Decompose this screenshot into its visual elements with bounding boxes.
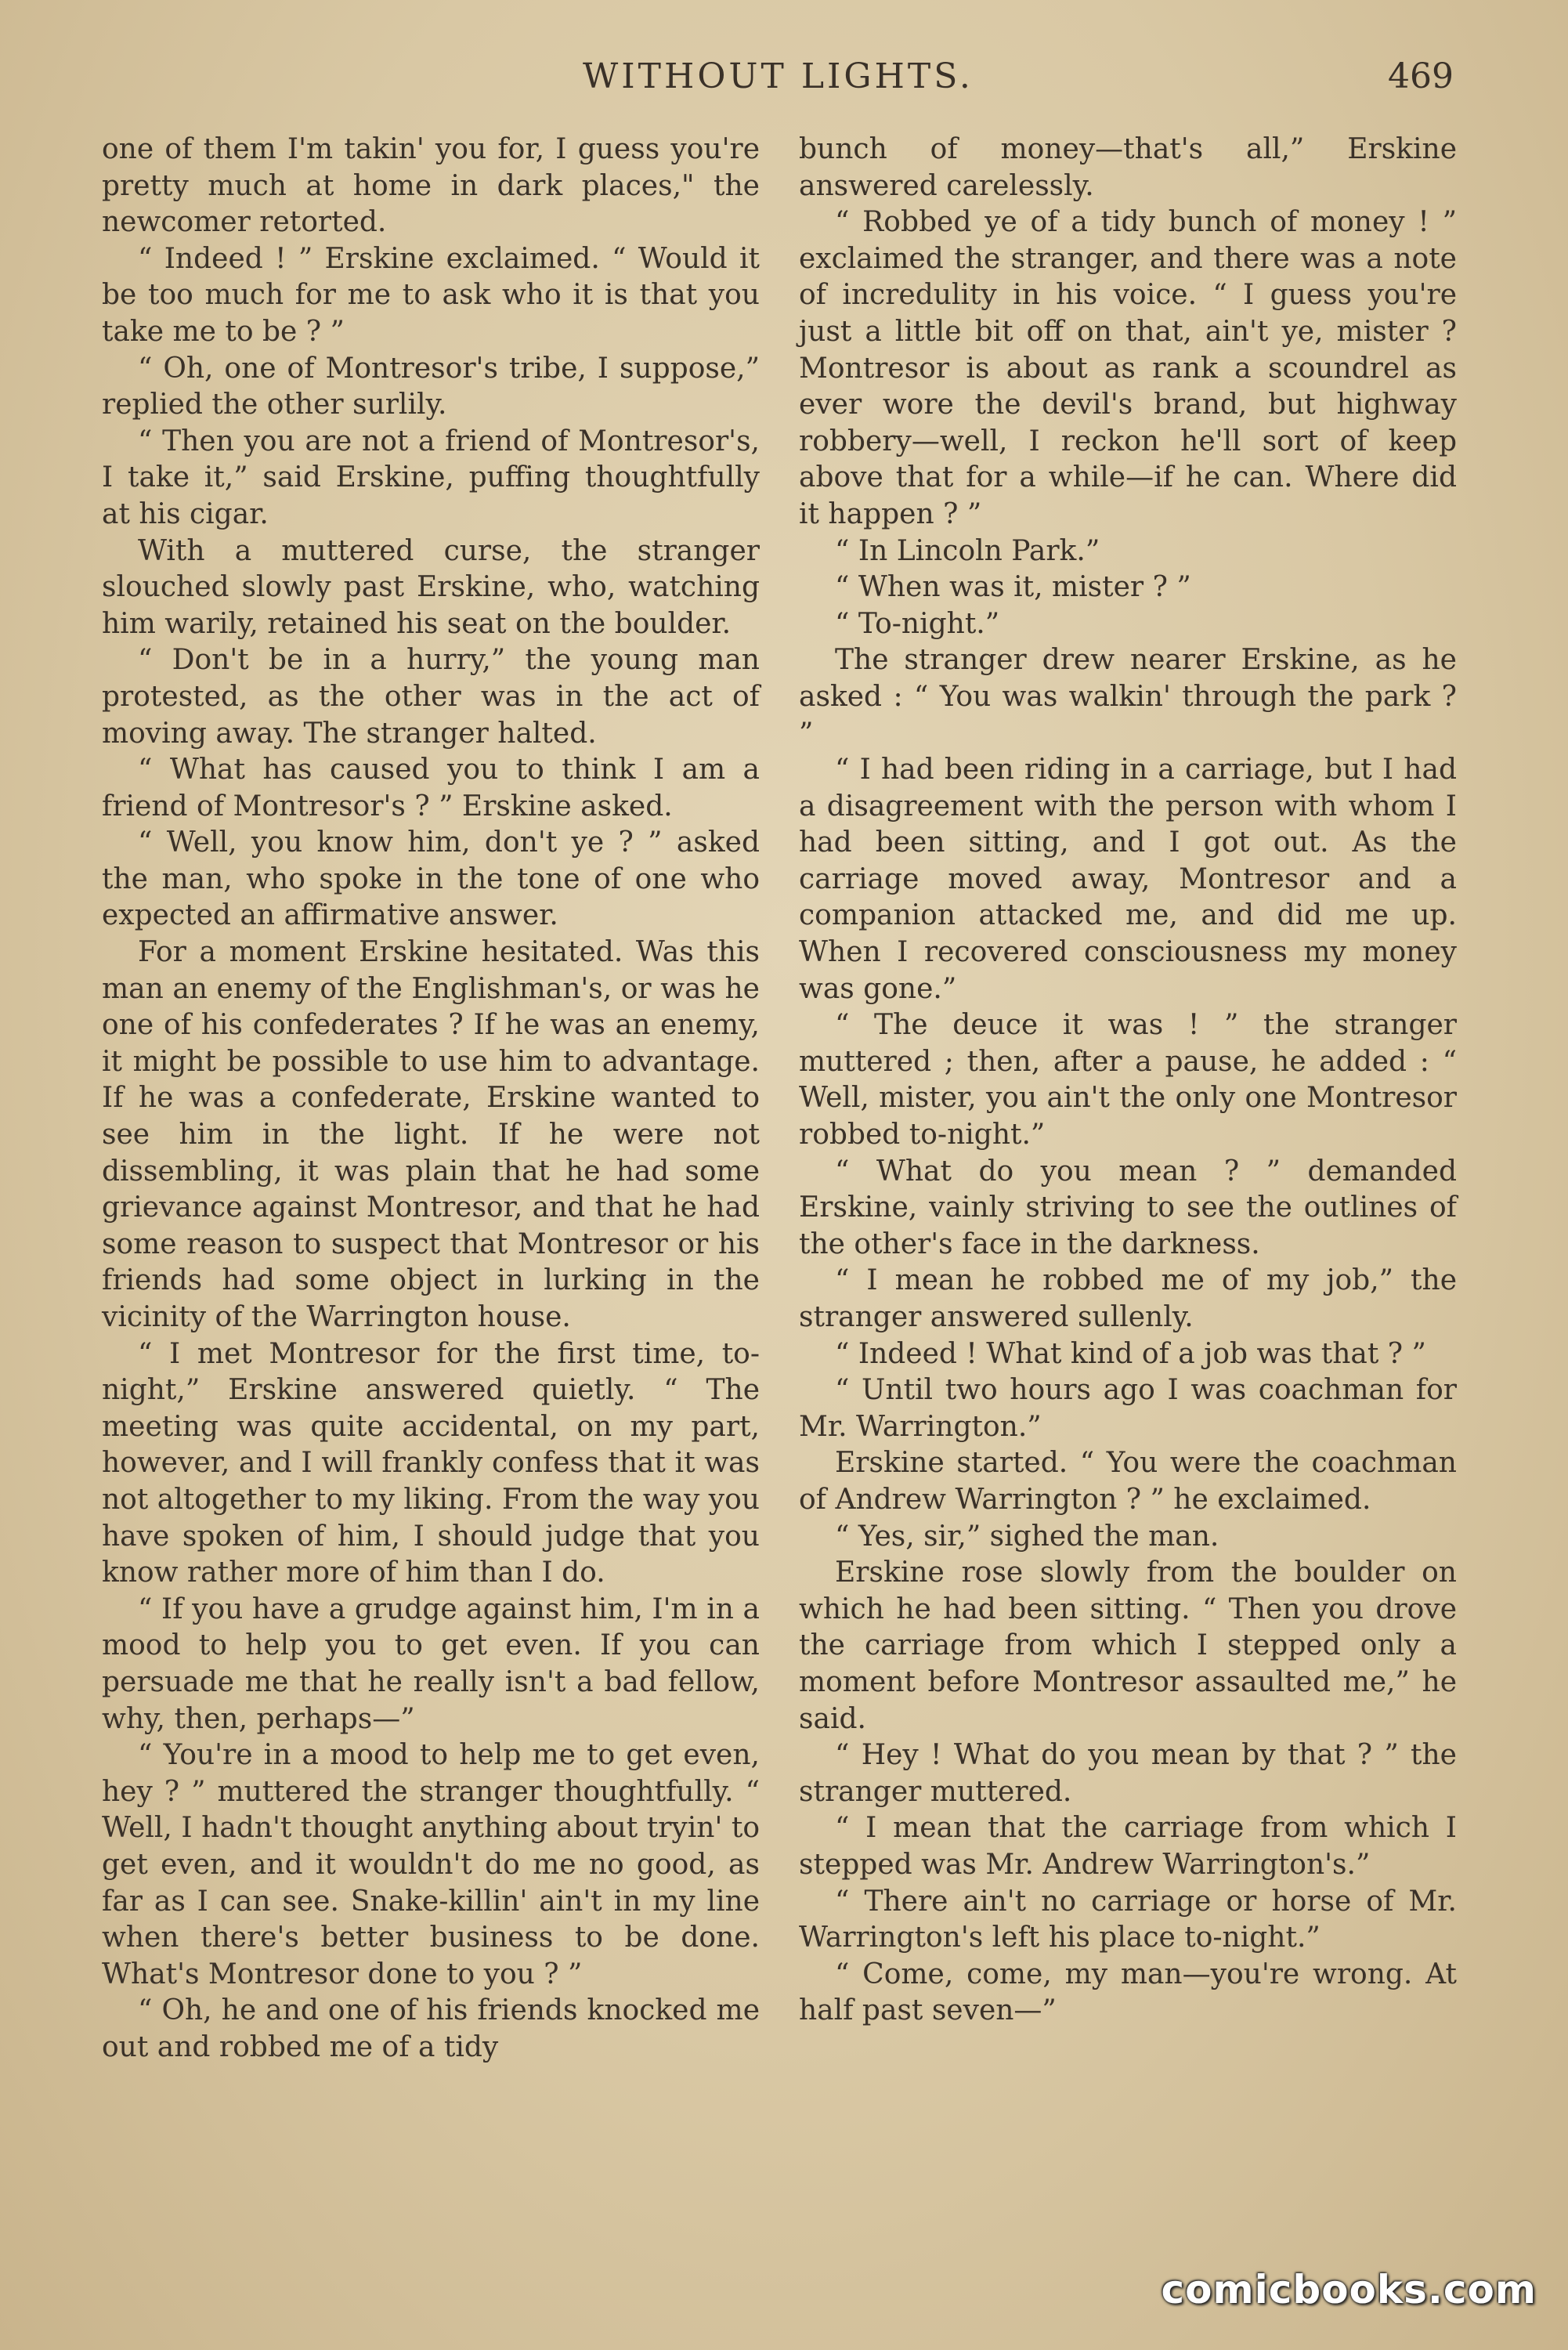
- page-number: 469: [1388, 56, 1454, 96]
- paragraph: Erskine started. “ You were the coachman of Andrew Warrington ? ” he exclaimed.: [799, 1447, 1457, 1516]
- paragraph: “ I mean that the carriage from which I stepped was Mr. Andrew Warrington's.”: [799, 1812, 1457, 1881]
- running-head: WITHOUT LIGHTS.: [583, 56, 974, 96]
- paragraph: “ Well, you know him, don't ye ? ” asked the man, who spoke in the tone of one who expected an affirmative answer.: [102, 826, 760, 932]
- paragraph: Erskine rose slowly from the boulder on which he had been sitting. “ Then you drove the carriage from which I stepped only a moment before Montresor assaulted me,” he said.: [799, 1556, 1457, 1735]
- paragraph: “ Indeed ! What kind of a job was that ? ”: [835, 1337, 1426, 1370]
- paragraph: “ You're in a mood to help me to get even, hey ? ” muttered the stranger thoughtfully. “ Well, I hadn't thought anything about tryin' to get even, and it wouldn't do me no good, as far as I can see. Snake-killin' ain't in my line when there's better business to be done. What's Montresor done to you ? ”: [102, 1739, 760, 1990]
- paragraph: “ Robbed ye of a tidy bunch of money ! ” exclaimed the stranger, and there was a note of incredulity in his voice. “ I guess you're just a little bit off on that, ain't ye, mister ? Montresor is about as rank a scoundrel as ever wore the devil's brand, but highway robbery—well, I reckon he'll sort of keep above that for a while—if he can. Where did it happen ? ”: [799, 206, 1457, 530]
- paragraph: “ To-night.”: [835, 607, 1000, 640]
- paragraph: “ I had been riding in a carriage, but I had a disagreement with the person with whom I had been sitting, and I got out. As the carriage moved away, Montresor and a companion attacked me, and did me up. When I recovered consciousness my money was gone.”: [799, 754, 1457, 1005]
- paragraph: “ In Lincoln Park.”: [835, 534, 1100, 567]
- paragraph: With a muttered curse, the stranger slouched slowly past Erskine, who, watching him warily, retained his seat on the boulder.: [102, 534, 760, 640]
- paragraph: “ Oh, one of Montresor's tribe, I suppose,” replied the other surlily.: [102, 352, 760, 421]
- paragraph: “ What do you mean ? ” demanded Erskine, vainly striving to see the outlines of the other's face in the darkness.: [799, 1155, 1457, 1260]
- paragraph: bunch of money—that's all,” Erskine answered carelessly.: [799, 133, 1457, 202]
- page-header: [0, 56, 1568, 103]
- paragraph: “ Then you are not a friend of Montresor's, I take it,” said Erskine, puffing thoughtfully at his cigar.: [102, 425, 760, 530]
- paragraph: “ I met Montresor for the first time, to-night,” Erskine answered quietly. “ The meeting was quite accidental, on my part, however, and I will frankly confess that it was not altogether to my liking. From the way you have spoken of him, I should judge that you know rather more of him than I do.: [102, 1337, 760, 1589]
- paragraph: “ If you have a grudge against him, I'm in a mood to help you to get even. If you can persuade me that he really isn't a bad fellow, why, then, perhaps—”: [102, 1593, 760, 1735]
- left-column: [102, 132, 760, 2200]
- paragraph: “ Until two hours ago I was coachman for Mr. Warrington.”: [799, 1374, 1457, 1443]
- paragraph: “ Hey ! What do you mean by that ? ” the stranger muttered.: [799, 1739, 1457, 1808]
- paragraph: “ When was it, mister ? ”: [835, 571, 1191, 604]
- paragraph: “ Don't be in a hurry,” the young man protested, as the other was in the act of moving away. The stranger halted.: [102, 644, 760, 750]
- paragraph: For a moment Erskine hesitated. Was this man an enemy of the Englishman's, or was he one of his confederates ? If he was an enemy, it might be possible to use him to advantage. If he was a confederate, Erskine wanted to see him in the light. If he were not dissembling, it was plain that he had some grievance against Montresor, and that he had some reason to suspect that Montresor or his friends had some object in lurking in the vicinity of the Warrington house.: [102, 936, 760, 1333]
- paragraph: “ Yes, sir,” sighed the man.: [835, 1520, 1219, 1553]
- paragraph: “ Oh, he and one of his friends knocked me out and robbed me of a tidy: [102, 1994, 760, 2063]
- watermark: comicbooks.com: [1161, 2267, 1537, 2312]
- paragraph: one of them I'm takin' you for, I guess you're pretty much at home in dark places," the newcomer retorted.: [102, 133, 760, 239]
- paragraph: “ I mean he robbed me of my job,” the stranger answered sullenly.: [799, 1264, 1457, 1333]
- paragraph: “ The deuce it was ! ” the stranger muttered ; then, after a pause, he added : “ Well, mister, you ain't the only one Montresor robbed to-night.”: [799, 1009, 1457, 1152]
- paragraph: “ What has caused you to think I am a friend of Montresor's ? ” Erskine asked.: [102, 754, 760, 822]
- paragraph: The stranger drew nearer Erskine, as he asked : “ You was walkin' through the park ? ”: [799, 644, 1457, 750]
- paragraph: “ There ain't no carriage or horse of Mr. Warrington's left his place to-night.”: [799, 1885, 1457, 1954]
- paragraph: “ Come, come, my man—you're wrong. At half past seven—”: [799, 1958, 1457, 2027]
- right-column: [799, 132, 1457, 2200]
- paragraph: “ Indeed ! ” Erskine exclaimed. “ Would it be too much for me to ask who it is that you take me to be ? ”: [102, 242, 760, 348]
